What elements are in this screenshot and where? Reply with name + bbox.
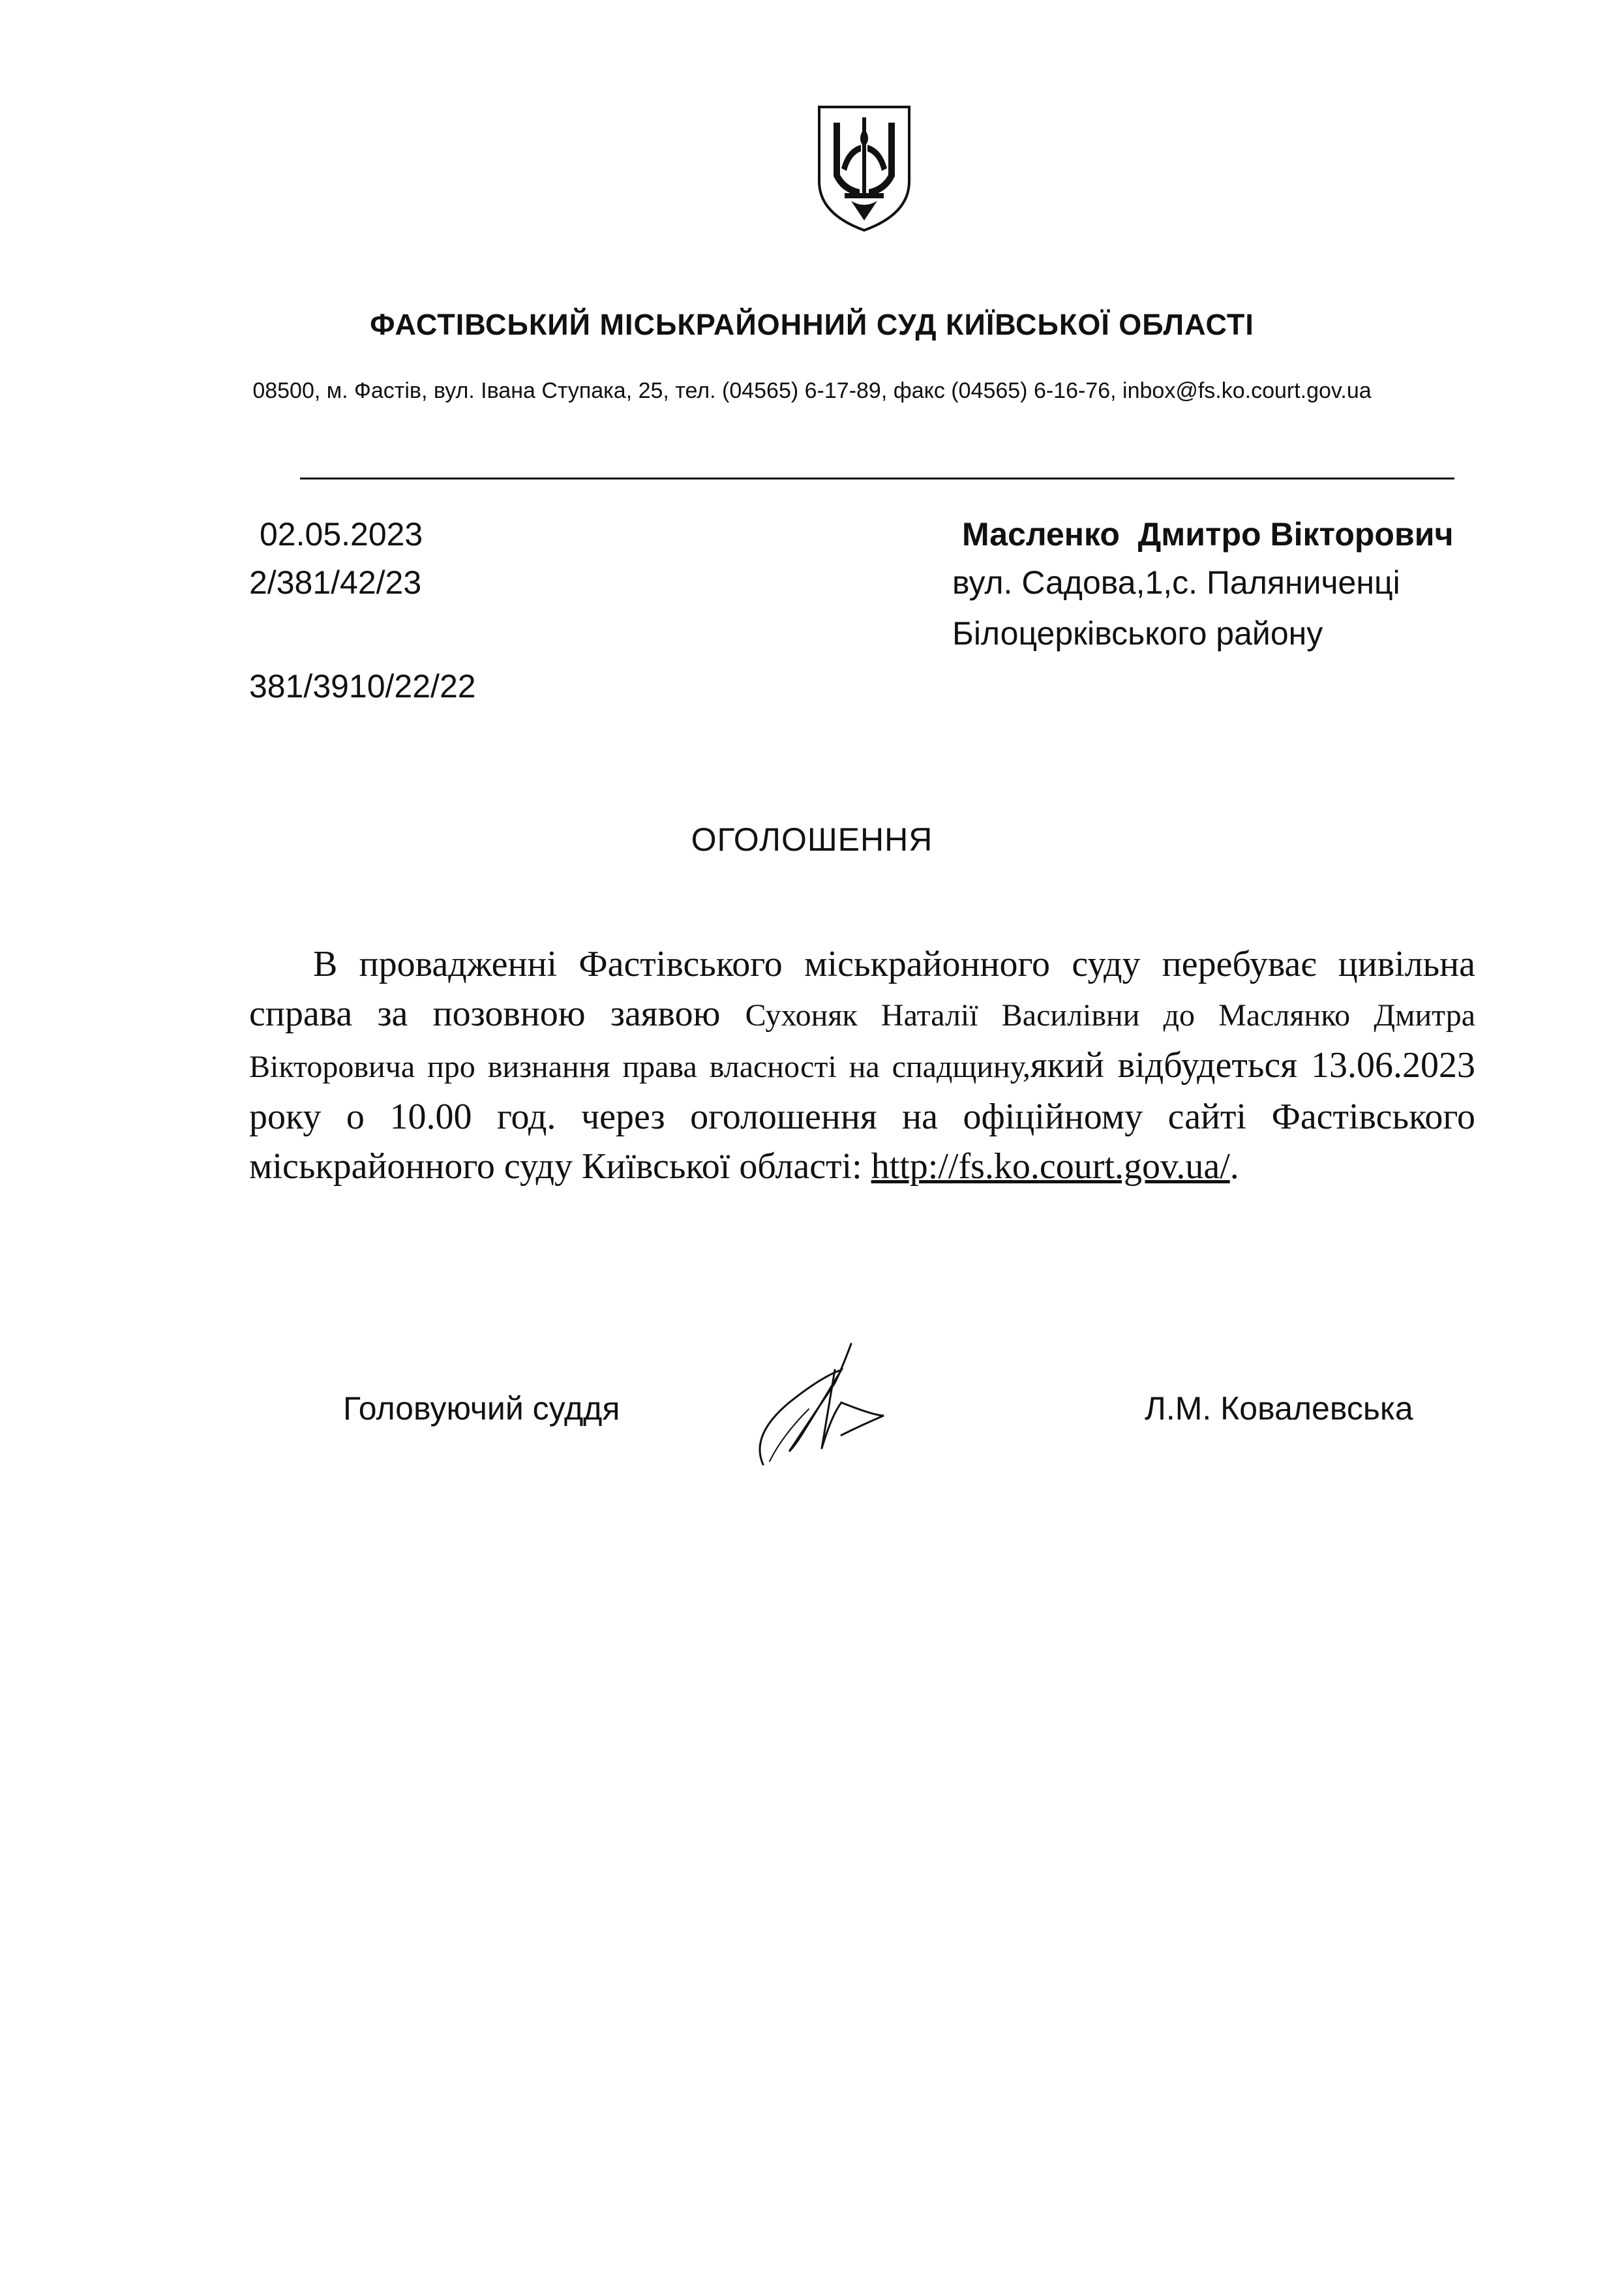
trident-coat-of-arms-icon [815, 103, 913, 234]
case-number: 381/3910/22/22 [249, 668, 476, 705]
recipient-address-line2: Білоцерківського району [952, 615, 1323, 652]
judge-name: Л.М. Ковалевська [1145, 1390, 1413, 1427]
header-divider [300, 478, 1454, 479]
notice-body-part2: Сухоняк Наталії Василівни до Маслянко Дмитра Вікторовича про визнання права власності на спадщину, [249, 998, 1475, 1084]
outgoing-number: 2/381/42/23 [249, 564, 422, 601]
notice-body-part3: який відбудеться 13.06.2023 року о 10.00 год. через оголошення на офіційному сайті Фастівського міськрайонного суду Київської області: [249, 1045, 1475, 1187]
recipient-address-line1: вул. Садова,1,с. Паляниченці [952, 564, 1400, 601]
notice-body-part1: В провадженні Фастівського міськрайонного суду перебуває цивільна справа за позовною заявою [249, 944, 1475, 1034]
court-name: ФАСТІВСЬКИЙ МІСЬКРАЙОННИЙ СУД КИЇВСЬКОЇ ОБЛАСТІ [370, 308, 1254, 341]
recipient-name: Масленко Дмитро Вікторович [962, 516, 1454, 553]
court-website-link[interactable]: http://fs.ko.court.gov.ua/ [871, 1146, 1230, 1187]
handwritten-signature-icon [744, 1331, 900, 1474]
court-address: 08500, м. Фастів, вул. Івана Ступака, 25, тел. (04565) 6-17-89, факс (04565) 6-16-76, inbox@fs.ko.court.gov.ua [252, 378, 1372, 403]
notice-body-end: . [1229, 1146, 1239, 1187]
document-date: 02.05.2023 [260, 516, 423, 553]
notice-title: ОГОЛОШЕННЯ [691, 821, 933, 858]
notice-body [249, 939, 1475, 1191]
judge-title: Головуючий суддя [343, 1390, 620, 1427]
